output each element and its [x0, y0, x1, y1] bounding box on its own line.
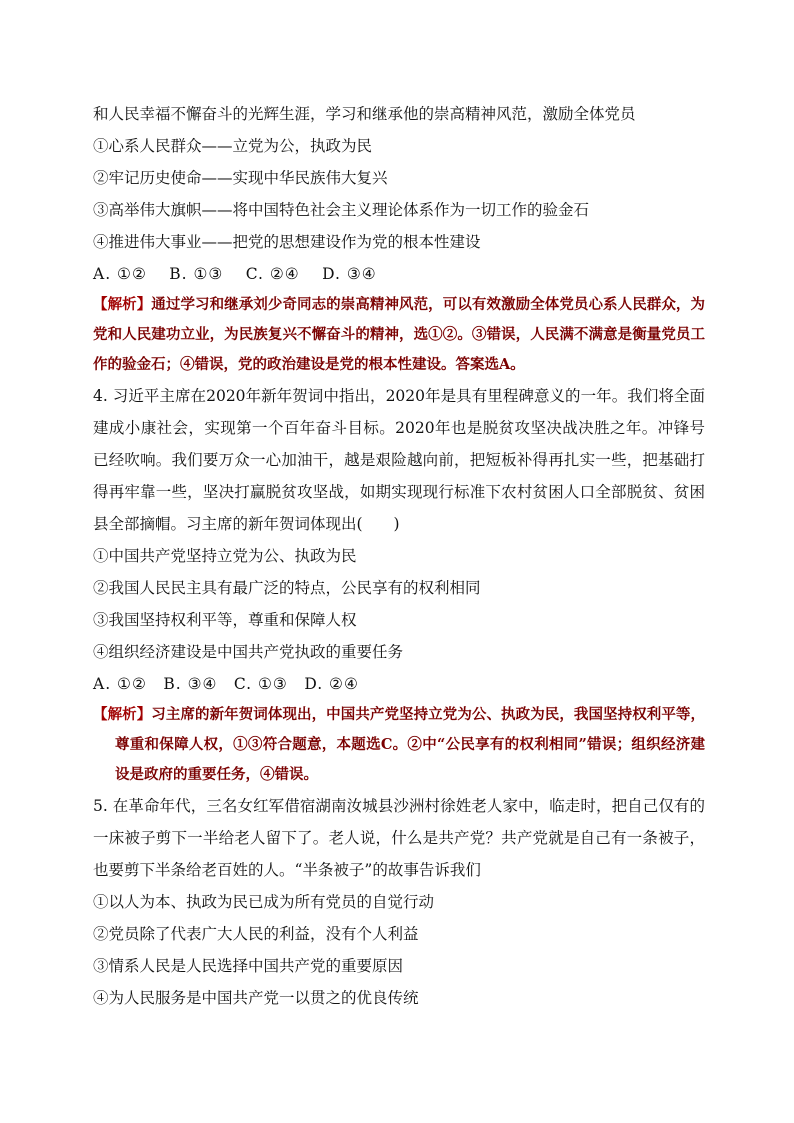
q5-item-4: ④为人民服务是中国共产党一以贯之的优良传统 — [93, 989, 419, 1007]
q3-item-2: ②牢记历史使命——实现中华民族伟大复兴 — [93, 169, 388, 187]
q3-stem-continuation: 和人民幸福不懈奋斗的光辉生涯，学习和继承他的崇高精神风范，激励全体党员 — [93, 105, 636, 123]
q5-stem: 5. 在革命年代，三名女红军借宿湖南汝城县沙洲村徐姓老人家中，临走时，把自己仅有的一床被子剪下一半给老人留下了。老人说，什么是共产党？共产党就是自己有一条被子，也要剪下半条给老百姓的人。“半条被子”的故事告诉我们 — [93, 797, 705, 879]
q4-analysis — [93, 700, 705, 790]
q3-item-3: ③高举伟大旗帜——将中国特色社会主义理论体系作为一切工作的验金石 — [93, 201, 590, 219]
q4-stem: 4. 习近平主席在2020年新年贺词中指出，2020年是具有里程碑意义的一年。我们将全面建成小康社会，实现第一个百年奋斗目标。2020年也是脱贫攻坚决战决胜之年。冲锋号已经吹响。我们要万众一心加油干，越是艰险越向前，把短板补得再扎实一些，把基础打得再牢靠一些，坚决打赢脱贫攻坚战，如期实现现行标准下农村贫困人口全部脱贫、贫困县全部摘帽。习主席的新年贺词体现出( ) — [93, 387, 705, 533]
q5-item-3: ③情系人民是人民选择中国共产党的重要原因 — [93, 957, 404, 975]
q4-options: A. ①② B. ③④ C. ①③ D. ②④ — [93, 675, 359, 693]
q4-item-2: ②我国人民民主具有最广泛的特点，公民享有的权利相同 — [93, 579, 481, 597]
q4-analysis-tag: 【解析】 — [93, 706, 152, 723]
q3-options: A. ①② B. ①③ C. ②④ D. ③④ — [93, 265, 377, 283]
q3-item-4: ④推进伟大事业——把党的思想建设作为党的根本性建设 — [93, 233, 481, 251]
q4-analysis-text: 习主席的新年贺词体现出，中国共产党坚持立党为公、执政为民，我国坚持权利平等，尊重和保障人权，①③符合题意，本题选C。②中“公民享有的权利相同”错误；组织经济建设是政府的重要任务，④错误。 — [115, 706, 706, 783]
q5-item-1: ①以人为本、执政为民已成为所有党员的自觉行动 — [93, 893, 435, 911]
q3-item-1: ①心系人民群众——立党为公，执政为民 — [93, 137, 373, 155]
q5-item-2: ②党员除了代表广大人民的利益，没有个人利益 — [93, 925, 419, 943]
q4-item-1: ①中国共产党坚持立党为公、执政为民 — [93, 547, 357, 565]
q3-analysis — [93, 290, 705, 380]
page-content — [93, 98, 705, 1014]
q4-item-3: ③我国坚持权利平等，尊重和保障人权 — [93, 611, 357, 629]
q3-analysis-tag: 【解析】 — [93, 296, 152, 313]
q3-analysis-text: 通过学习和继承刘少奇同志的崇高精神风范，可以有效激励全体党员心系人民群众，为党和人民建功立业，为民族复兴不懈奋斗的精神，选①②。③错误，人民满不满意是衡量党员工作的验金石；④错误，党的政治建设是党的根本性建设。答案选A。 — [93, 296, 706, 373]
q4-item-4: ④组织经济建设是中国共产党执政的重要任务 — [93, 643, 404, 661]
